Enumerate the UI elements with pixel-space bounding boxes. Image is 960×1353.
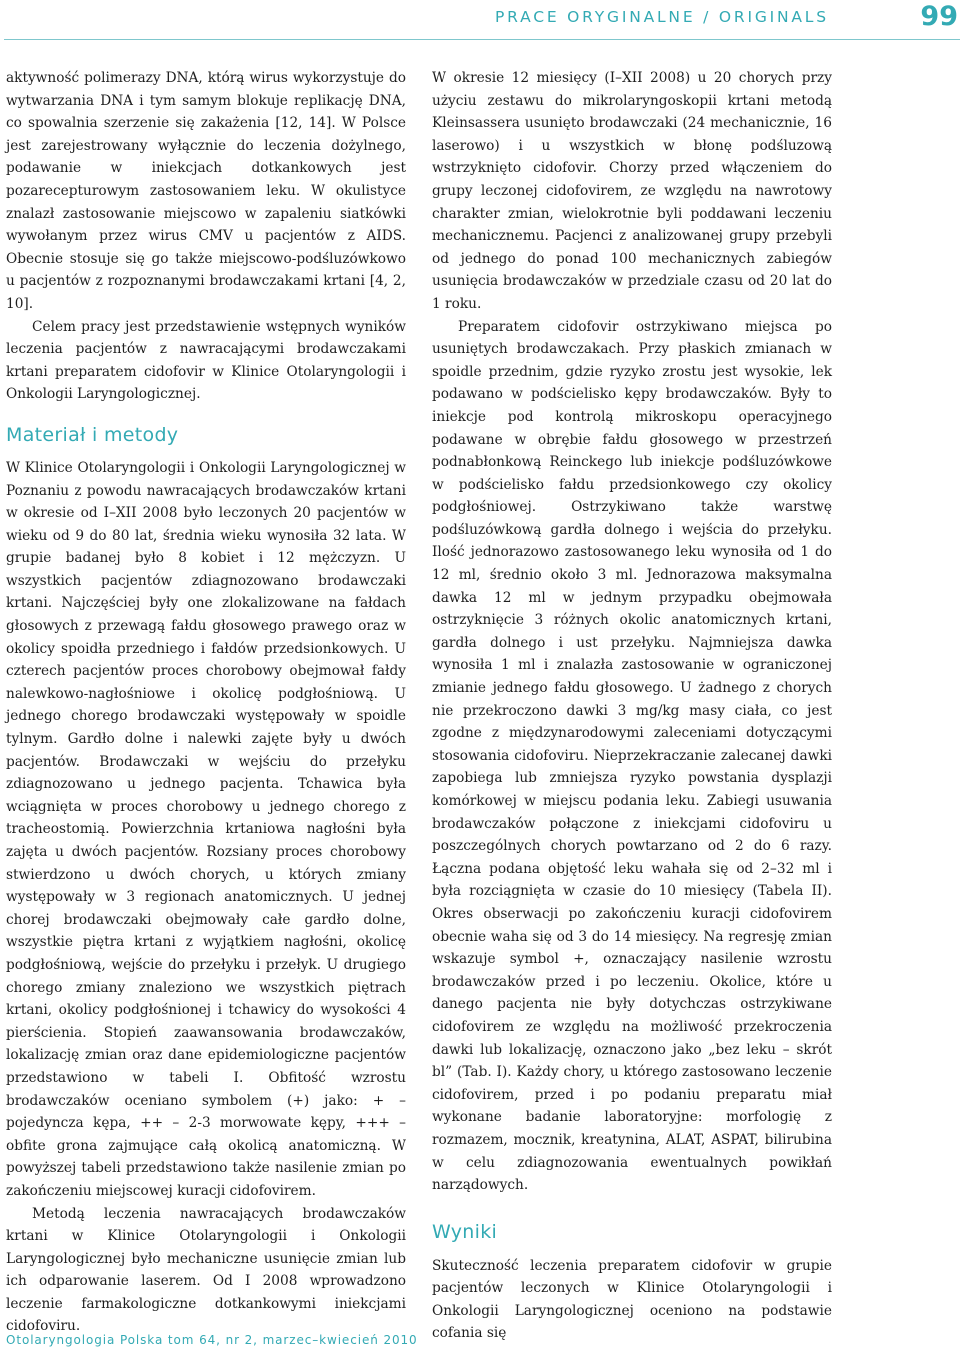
paragraph-results: Skuteczność leczenia preparatem cidofovir w grupie pacjentów leczonych w Klinice Otolaryngologii i Onkologii Laryngologicznej oceniono na podstawie cofania się	[432, 1257, 832, 1342]
section-heading-methods: Materiał i metody	[6, 423, 179, 446]
header-divider	[4, 39, 960, 40]
page-number: 99	[920, 1, 958, 32]
running-title: PRACE ORYGINALNE / ORIGINALS	[495, 8, 829, 26]
paragraph-methods-patients: W Klinice Otolaryngologii i Onkologii Laryngologicznej w Poznaniu z powodu nawracających brodawczaków krtani w okresie od I–XII 2008 było leczonych 20 pacjentów w wieku od 9 do 80 lat, średnia wieku wynosiła 32 lata. W grupie badanej było 8 kobiet i 12 mężczyzn. U wszystkich pacjentów zdiagnozowano brodawczaki krtani. Najczęściej były one zlokalizowane na fałdach głosowych z przewagą fałdu głosowego prawego oraz w okolicy spoidła przedniego i fałdów przedsionkowych. U czterech pacjentów proces chorobowy obejmował fałdy nalewkowo-nagłośniowe i okolicę podgłośniową. U jednego chorego brodawczaki występowały w spoidle tylnym. Gardło dolne i nalewki zajęte były u dwóch pacjentów. Brodawczaki w wejściu do przełyku zdiagnozowano u jednego pacjenta. Tchawica była wciągnięta w proces chorobowy u jednego chorego z tracheostomią. Powierzchnia krtaniowa nagłośni była zajęta u dwóch pacjentów. Rozsiany proces chorobowy stwierdzono u dwóch chorych, u których zmiany występowały w 3 regionach anatomicznych. U jednej chorej brodawczaki obejmowały całe gardło dolne, wszystkie piętra krtani z wyjątkiem nagłośni, okolicę podgłośniową, wejście do przełyku i przełyk. U drugiego chorego zmiany znaleziono we wszystkich piętrach krtani, okolicy podgłośnionej i tchawicy do wysokości 4 pierścienia. Stopień zaawansowania brodawczaków, lokalizację zmian oraz dane epidemiologiczne pacjentów przedstawiono w tabeli I. Obfitość wzrostu brodawczaków oceniano symbolem (+) jako: + – pojedyncza kępa, ++ – 2-3 morwowate kępy, +++ – obfite grona zajmujące całą okolicą anatomiczną. W powyższej tabeli przedstawiono także nasilenie zmian po zakończeniu miejscowej kuracji cidofovirem.	[6, 459, 406, 1199]
paragraph-aim: Celem pracy jest przedstawienie wstępnych wyników leczenia pacjentów z nawracającymi brodawczakami krtani preparatem cidofovir w Klinice Otolaryngologii i Onkologii Laryngologicznej.	[6, 318, 406, 403]
paragraph-methods-treatment: Metodą leczenia nawracających brodawczaków krtani w Klinice Otolaryngologii i Onkologii Laryngologicznej było mechaniczne usunięcie zmian lub ich odparowanie laserem. Od I 2008 wprowadzono leczenie farmakologiczne dotkankowymi iniekcjami cidofoviru.	[6, 1205, 406, 1335]
right-column	[432, 67, 832, 1345]
left-column	[6, 67, 406, 1338]
journal-footer: Otolaryngologia Polska tom 64, nr 2, marzec–kwiecień 2010	[6, 1333, 418, 1347]
paragraph-methods-injections: Preparatem cidofovir ostrzykiwano miejsca po usuniętych brodawczakach. Przy płaskich zmianach w spoidle przednim, gdzie ryzyko zrostu jest wysokie, lek podawano w podścielisko kępy brodawczaków. Były to iniekcje pod kontrolą mikroskopu operacyjnego podawane w obrębie fałdu głosowego w przestrzeń podnabłonkową Reinckego lub iniekcje podśluzówkowe w podścielisko fałdu przedsionkowego czy okolicy podgłośniowej. Ostrzykiwano także warstwę podśluzówkową gardła dolnego i wejścia do przełyku. Ilość jednorazowo zastosowanego leku wynosiła od 1 do 12 ml, średnio około 3 ml. Jednorazowa maksymalna dawka 12 ml w jednym przypadku obejmowała ostrzyknięcie 3 różnych okolic anatomicznych krtani, gardła dolnego i ust przełyku. Najmniejsza dawka wynosiła 1 ml i znalazła zastosowanie w ograniczonej zmianie jednego fałdu głosowego. U żadnego z chorych nie przekroczono dawki 3 mg/kg masy ciała, co jest zgodne z międzynarodowymi zaleceniami dotyczącymi stosowania cidofoviru. Nieprzekraczanie zalecanej dawki zapobiega lub zmniejsza ryzyko powstania dysplazji komórkowej w miejscu podania leku. Zabiegi usuwania brodawczaków połączone z iniekcjami cidofoviru u poszczególnych chorych powtarzano od 2 do 6 razy. Łączna podana objętość leku wahała się od 2–32 ml i była rozciągnięta w czasie do 10 miesięcy (Tabela II). Okres obserwacji po zakończeniu kuracji cidofovirem obecnie waha się od 3 do 14 miesięcy. Na regresję zmian wskazuje symbol +, oznaczający nasilenie wzrostu brodawczaków przed i po leczeniu. Okolice, które u danego pacjenta nie były dotychczas ostrzykiwane cidofovirem ze względu na możliwość przekroczenia dawki lub lokalizację, oznaczono jako „bez leku – skrót bl” (Tab. I). Każdy chory, u którego zastosowano leczenie cidofovirem, przed i po podaniu preparatu miał wykonane badanie laboratoryjne: morfologię z rozmazem, mocznik, kreatynina, ALAT, ASPAT, bilirubina w celu zdiagnozowania ewentualnych powikłań narządowych.	[432, 318, 832, 1194]
paragraph-methods-procedure: W okresie 12 miesięcy (I–XII 2008) u 20 chorych przy użyciu zestawu do mikrolaryngoskopii krtani metodą Kleinsassera usunięto brodawczaki (24 mechanicznie, 16 laserowo) i u wszystkich w błonę podśluzową wstrzyknięto cidofovir. Chorzy przed włączeniem do grupy leczonej cidofovirem, ze względu na nawrotowy charakter zmian, wielokrotnie byli poddawani leczeniu mechanicznemu. Pacjenci z analizowanej grupy przebyli od jednego do ponad 100 mechanicznych zabiegów usunięcia brodawczaków w przedziale czasu od 20 lat do 1 roku.	[432, 70, 832, 312]
section-heading-results: Wyniki	[432, 1220, 498, 1243]
paragraph-intro-end: aktywność polimerazy DNA, którą wirus wykorzystuje do wytwarzania DNA i tym samym blokuje replikację DNA, co spowalnia szerzenie się zakażenia [12, 14]. W Polsce jest zarejestrowany wyłącznie do leczenia dożylnego, podawanie w iniekcjach dotkankowych jest pozarecepturowym zastosowaniem leku. W okulistyce znalazł zastosowanie miejscowo w zapaleniu siatkówki wywołanym przez wirus CMV u pacjentów z AIDS. Obecnie stosuje się go także miejscowo-podśluzówkowo u pacjentów z rozpoznanymi brodawczakami krtani [4, 2, 10].	[6, 70, 406, 312]
